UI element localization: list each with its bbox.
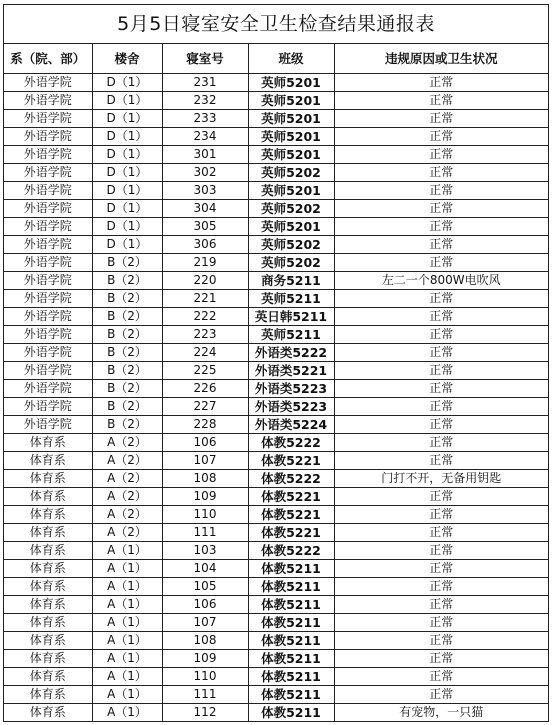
cell-building: D（1）: [92, 236, 162, 254]
cell-class: 英师5211: [248, 290, 334, 308]
cell-department: 外语学院: [4, 182, 92, 200]
cell-department: 外语学院: [4, 380, 92, 398]
cell-class: 外语类5224: [248, 416, 334, 434]
table-row: [4, 434, 548, 452]
cell-building: A（1）: [92, 686, 162, 704]
cell-status: 正常: [334, 560, 548, 578]
cell-class: 英师5202: [248, 164, 334, 182]
table-row: [4, 560, 548, 578]
cell-status: 正常: [334, 218, 548, 236]
cell-status: 正常: [334, 308, 548, 326]
cell-status: 左二一个800W电吹风: [334, 272, 548, 290]
cell-department: 体育系: [4, 434, 92, 452]
table-row: [4, 74, 548, 92]
cell-class: 体教5221: [248, 506, 334, 524]
cell-status: 正常: [334, 236, 548, 254]
cell-room: 111: [162, 524, 248, 542]
table-row: [4, 650, 548, 668]
cell-department: 体育系: [4, 470, 92, 488]
cell-department: 外语学院: [4, 146, 92, 164]
cell-class: 外语类5223: [248, 380, 334, 398]
cell-class: 体教5221: [248, 452, 334, 470]
cell-status: 正常: [334, 668, 548, 686]
cell-room: 225: [162, 362, 248, 380]
cell-department: 外语学院: [4, 290, 92, 308]
cell-department: 外语学院: [4, 200, 92, 218]
cell-department: 外语学院: [4, 398, 92, 416]
cell-department: 体育系: [4, 632, 92, 650]
cell-room: 219: [162, 254, 248, 272]
cell-building: B（2）: [92, 254, 162, 272]
cell-room: 234: [162, 128, 248, 146]
table-row: [4, 218, 548, 236]
cell-room: 111: [162, 686, 248, 704]
cell-department: 外语学院: [4, 326, 92, 344]
cell-room: 228: [162, 416, 248, 434]
table-row: [4, 362, 548, 380]
cell-room: 231: [162, 74, 248, 92]
table-row: [4, 632, 548, 650]
cell-room: 105: [162, 578, 248, 596]
table-row: [4, 614, 548, 632]
cell-room: 305: [162, 218, 248, 236]
cell-status: 正常: [334, 488, 548, 506]
table-row: [4, 578, 548, 596]
cell-class: 体教5221: [248, 524, 334, 542]
table-row: [4, 290, 548, 308]
cell-room: 304: [162, 200, 248, 218]
cell-room: 110: [162, 668, 248, 686]
header-room: 寝室号: [162, 44, 248, 74]
cell-room: 221: [162, 290, 248, 308]
cell-room: 107: [162, 614, 248, 632]
table-row: [4, 308, 548, 326]
cell-department: 体育系: [4, 506, 92, 524]
header-class: 班级: [248, 44, 334, 74]
cell-department: 外语学院: [4, 74, 92, 92]
cell-status: 正常: [334, 434, 548, 452]
cell-building: A（1）: [92, 650, 162, 668]
cell-building: A（2）: [92, 470, 162, 488]
cell-building: A（2）: [92, 506, 162, 524]
cell-status: 正常: [334, 542, 548, 560]
table-row: [4, 182, 548, 200]
cell-department: 体育系: [4, 542, 92, 560]
cell-room: 109: [162, 488, 248, 506]
cell-status: 正常: [334, 362, 548, 380]
cell-class: 外语类5222: [248, 344, 334, 362]
cell-building: B（2）: [92, 290, 162, 308]
cell-department: 外语学院: [4, 362, 92, 380]
cell-class: 体教5211: [248, 560, 334, 578]
cell-class: 英师5201: [248, 182, 334, 200]
cell-status: 正常: [334, 74, 548, 92]
cell-department: 体育系: [4, 524, 92, 542]
cell-status: 正常: [334, 650, 548, 668]
cell-status: 正常: [334, 164, 548, 182]
cell-class: 体教5222: [248, 542, 334, 560]
cell-status: 正常: [334, 344, 548, 362]
cell-building: D（1）: [92, 92, 162, 110]
cell-class: 体教5211: [248, 704, 334, 722]
cell-building: A（1）: [92, 596, 162, 614]
cell-status: 正常: [334, 452, 548, 470]
cell-status: 正常: [334, 380, 548, 398]
cell-status: 正常: [334, 128, 548, 146]
cell-department: 体育系: [4, 614, 92, 632]
cell-building: D（1）: [92, 182, 162, 200]
cell-class: 英日韩5211: [248, 308, 334, 326]
cell-building: A（2）: [92, 452, 162, 470]
table-row: [4, 416, 548, 434]
header-building: 楼舍: [92, 44, 162, 74]
cell-building: D（1）: [92, 128, 162, 146]
cell-department: 外语学院: [4, 110, 92, 128]
cell-department: 体育系: [4, 668, 92, 686]
cell-department: 外语学院: [4, 344, 92, 362]
cell-department: 体育系: [4, 650, 92, 668]
cell-class: 体教5221: [248, 488, 334, 506]
table-row: [4, 542, 548, 560]
cell-status: 正常: [334, 290, 548, 308]
cell-class: 商务5211: [248, 272, 334, 290]
cell-department: 体育系: [4, 452, 92, 470]
cell-room: 233: [162, 110, 248, 128]
table-row: [4, 92, 548, 110]
cell-status: 正常: [334, 578, 548, 596]
cell-class: 体教5211: [248, 632, 334, 650]
cell-status: 正常: [334, 614, 548, 632]
cell-class: 体教5211: [248, 650, 334, 668]
cell-room: 223: [162, 326, 248, 344]
cell-class: 英师5211: [248, 326, 334, 344]
cell-department: 外语学院: [4, 92, 92, 110]
cell-department: 体育系: [4, 686, 92, 704]
cell-department: 外语学院: [4, 308, 92, 326]
cell-department: 外语学院: [4, 236, 92, 254]
report-sheet: [3, 4, 549, 722]
cell-room: 301: [162, 146, 248, 164]
cell-room: 108: [162, 470, 248, 488]
table-row: [4, 200, 548, 218]
cell-class: 英师5202: [248, 200, 334, 218]
report-title: 5月5日寝室安全卫生检查结果通报表: [4, 5, 548, 44]
cell-room: 112: [162, 704, 248, 722]
cell-room: 110: [162, 506, 248, 524]
cell-department: 外语学院: [4, 164, 92, 182]
cell-building: B（2）: [92, 344, 162, 362]
cell-status: 正常: [334, 200, 548, 218]
cell-class: 英师5202: [248, 236, 334, 254]
table-row: [4, 110, 548, 128]
cell-room: 226: [162, 380, 248, 398]
cell-status: 正常: [334, 182, 548, 200]
table-row: [4, 146, 548, 164]
cell-status: 正常: [334, 92, 548, 110]
cell-building: A（2）: [92, 488, 162, 506]
table-row: [4, 398, 548, 416]
cell-department: 外语学院: [4, 254, 92, 272]
cell-class: 体教5211: [248, 686, 334, 704]
cell-room: 220: [162, 272, 248, 290]
table-row: [4, 164, 548, 182]
cell-building: A（1）: [92, 542, 162, 560]
table-row: [4, 488, 548, 506]
cell-class: 英师5201: [248, 128, 334, 146]
cell-building: A（1）: [92, 560, 162, 578]
table-row: [4, 596, 548, 614]
cell-class: 体教5211: [248, 596, 334, 614]
table-row: [4, 668, 548, 686]
cell-room: 103: [162, 542, 248, 560]
cell-department: 体育系: [4, 596, 92, 614]
cell-status: 正常: [334, 398, 548, 416]
table-row: [4, 380, 548, 398]
cell-building: B（2）: [92, 272, 162, 290]
cell-building: D（1）: [92, 218, 162, 236]
cell-class: 体教5211: [248, 668, 334, 686]
cell-room: 109: [162, 650, 248, 668]
cell-status: 正常: [334, 686, 548, 704]
cell-department: 外语学院: [4, 128, 92, 146]
cell-status: 门打不开，无备用钥匙: [334, 470, 548, 488]
cell-department: 体育系: [4, 704, 92, 722]
cell-class: 英师5201: [248, 110, 334, 128]
cell-building: B（2）: [92, 398, 162, 416]
cell-class: 英师5201: [248, 74, 334, 92]
cell-room: 107: [162, 452, 248, 470]
cell-building: A（1）: [92, 578, 162, 596]
cell-department: 体育系: [4, 488, 92, 506]
cell-department: 外语学院: [4, 416, 92, 434]
table-row: [4, 344, 548, 362]
table-row: [4, 254, 548, 272]
cell-class: 体教5222: [248, 470, 334, 488]
table-row: [4, 128, 548, 146]
cell-building: A（1）: [92, 632, 162, 650]
table-row: [4, 686, 548, 704]
cell-status: 有宠物，一只猫: [334, 704, 548, 722]
cell-room: 306: [162, 236, 248, 254]
cell-status: 正常: [334, 146, 548, 164]
cell-building: A（1）: [92, 668, 162, 686]
table-row: [4, 524, 548, 542]
table-row: [4, 452, 548, 470]
cell-class: 体教5211: [248, 578, 334, 596]
cell-room: 303: [162, 182, 248, 200]
table-row: [4, 236, 548, 254]
table-row: [4, 470, 548, 488]
cell-class: 英师5201: [248, 218, 334, 236]
cell-room: 232: [162, 92, 248, 110]
cell-status: 正常: [334, 596, 548, 614]
cell-room: 222: [162, 308, 248, 326]
inspection-table: [4, 44, 548, 721]
cell-status: 正常: [334, 506, 548, 524]
cell-building: D（1）: [92, 146, 162, 164]
cell-class: 外语类5223: [248, 398, 334, 416]
header-department: 系（院、部）: [4, 44, 92, 74]
cell-room: 106: [162, 434, 248, 452]
cell-class: 英师5202: [248, 254, 334, 272]
cell-room: 224: [162, 344, 248, 362]
cell-class: 体教5211: [248, 614, 334, 632]
cell-building: A（1）: [92, 704, 162, 722]
header-status: 违规原因或卫生状况: [334, 44, 548, 74]
cell-building: B（2）: [92, 326, 162, 344]
cell-department: 外语学院: [4, 272, 92, 290]
cell-building: D（1）: [92, 74, 162, 92]
cell-class: 英师5201: [248, 146, 334, 164]
cell-status: 正常: [334, 416, 548, 434]
cell-room: 106: [162, 596, 248, 614]
cell-room: 108: [162, 632, 248, 650]
cell-building: B（2）: [92, 308, 162, 326]
cell-status: 正常: [334, 632, 548, 650]
cell-class: 英师5201: [248, 92, 334, 110]
cell-department: 体育系: [4, 560, 92, 578]
table-row: [4, 326, 548, 344]
cell-building: D（1）: [92, 110, 162, 128]
cell-status: 正常: [334, 524, 548, 542]
cell-room: 104: [162, 560, 248, 578]
cell-building: A（2）: [92, 524, 162, 542]
cell-building: B（2）: [92, 362, 162, 380]
header-row: [4, 44, 548, 74]
cell-class: 体教5222: [248, 434, 334, 452]
cell-building: A（1）: [92, 614, 162, 632]
cell-building: B（2）: [92, 416, 162, 434]
cell-building: D（1）: [92, 200, 162, 218]
cell-class: 外语类5221: [248, 362, 334, 380]
cell-status: 正常: [334, 326, 548, 344]
cell-room: 302: [162, 164, 248, 182]
cell-status: 正常: [334, 254, 548, 272]
cell-status: 正常: [334, 110, 548, 128]
cell-department: 外语学院: [4, 218, 92, 236]
table-row: [4, 704, 548, 722]
table-row: [4, 506, 548, 524]
cell-department: 体育系: [4, 578, 92, 596]
cell-room: 227: [162, 398, 248, 416]
table-body: [4, 74, 548, 722]
cell-building: A（2）: [92, 434, 162, 452]
table-row: [4, 272, 548, 290]
cell-building: D（1）: [92, 164, 162, 182]
cell-building: B（2）: [92, 380, 162, 398]
